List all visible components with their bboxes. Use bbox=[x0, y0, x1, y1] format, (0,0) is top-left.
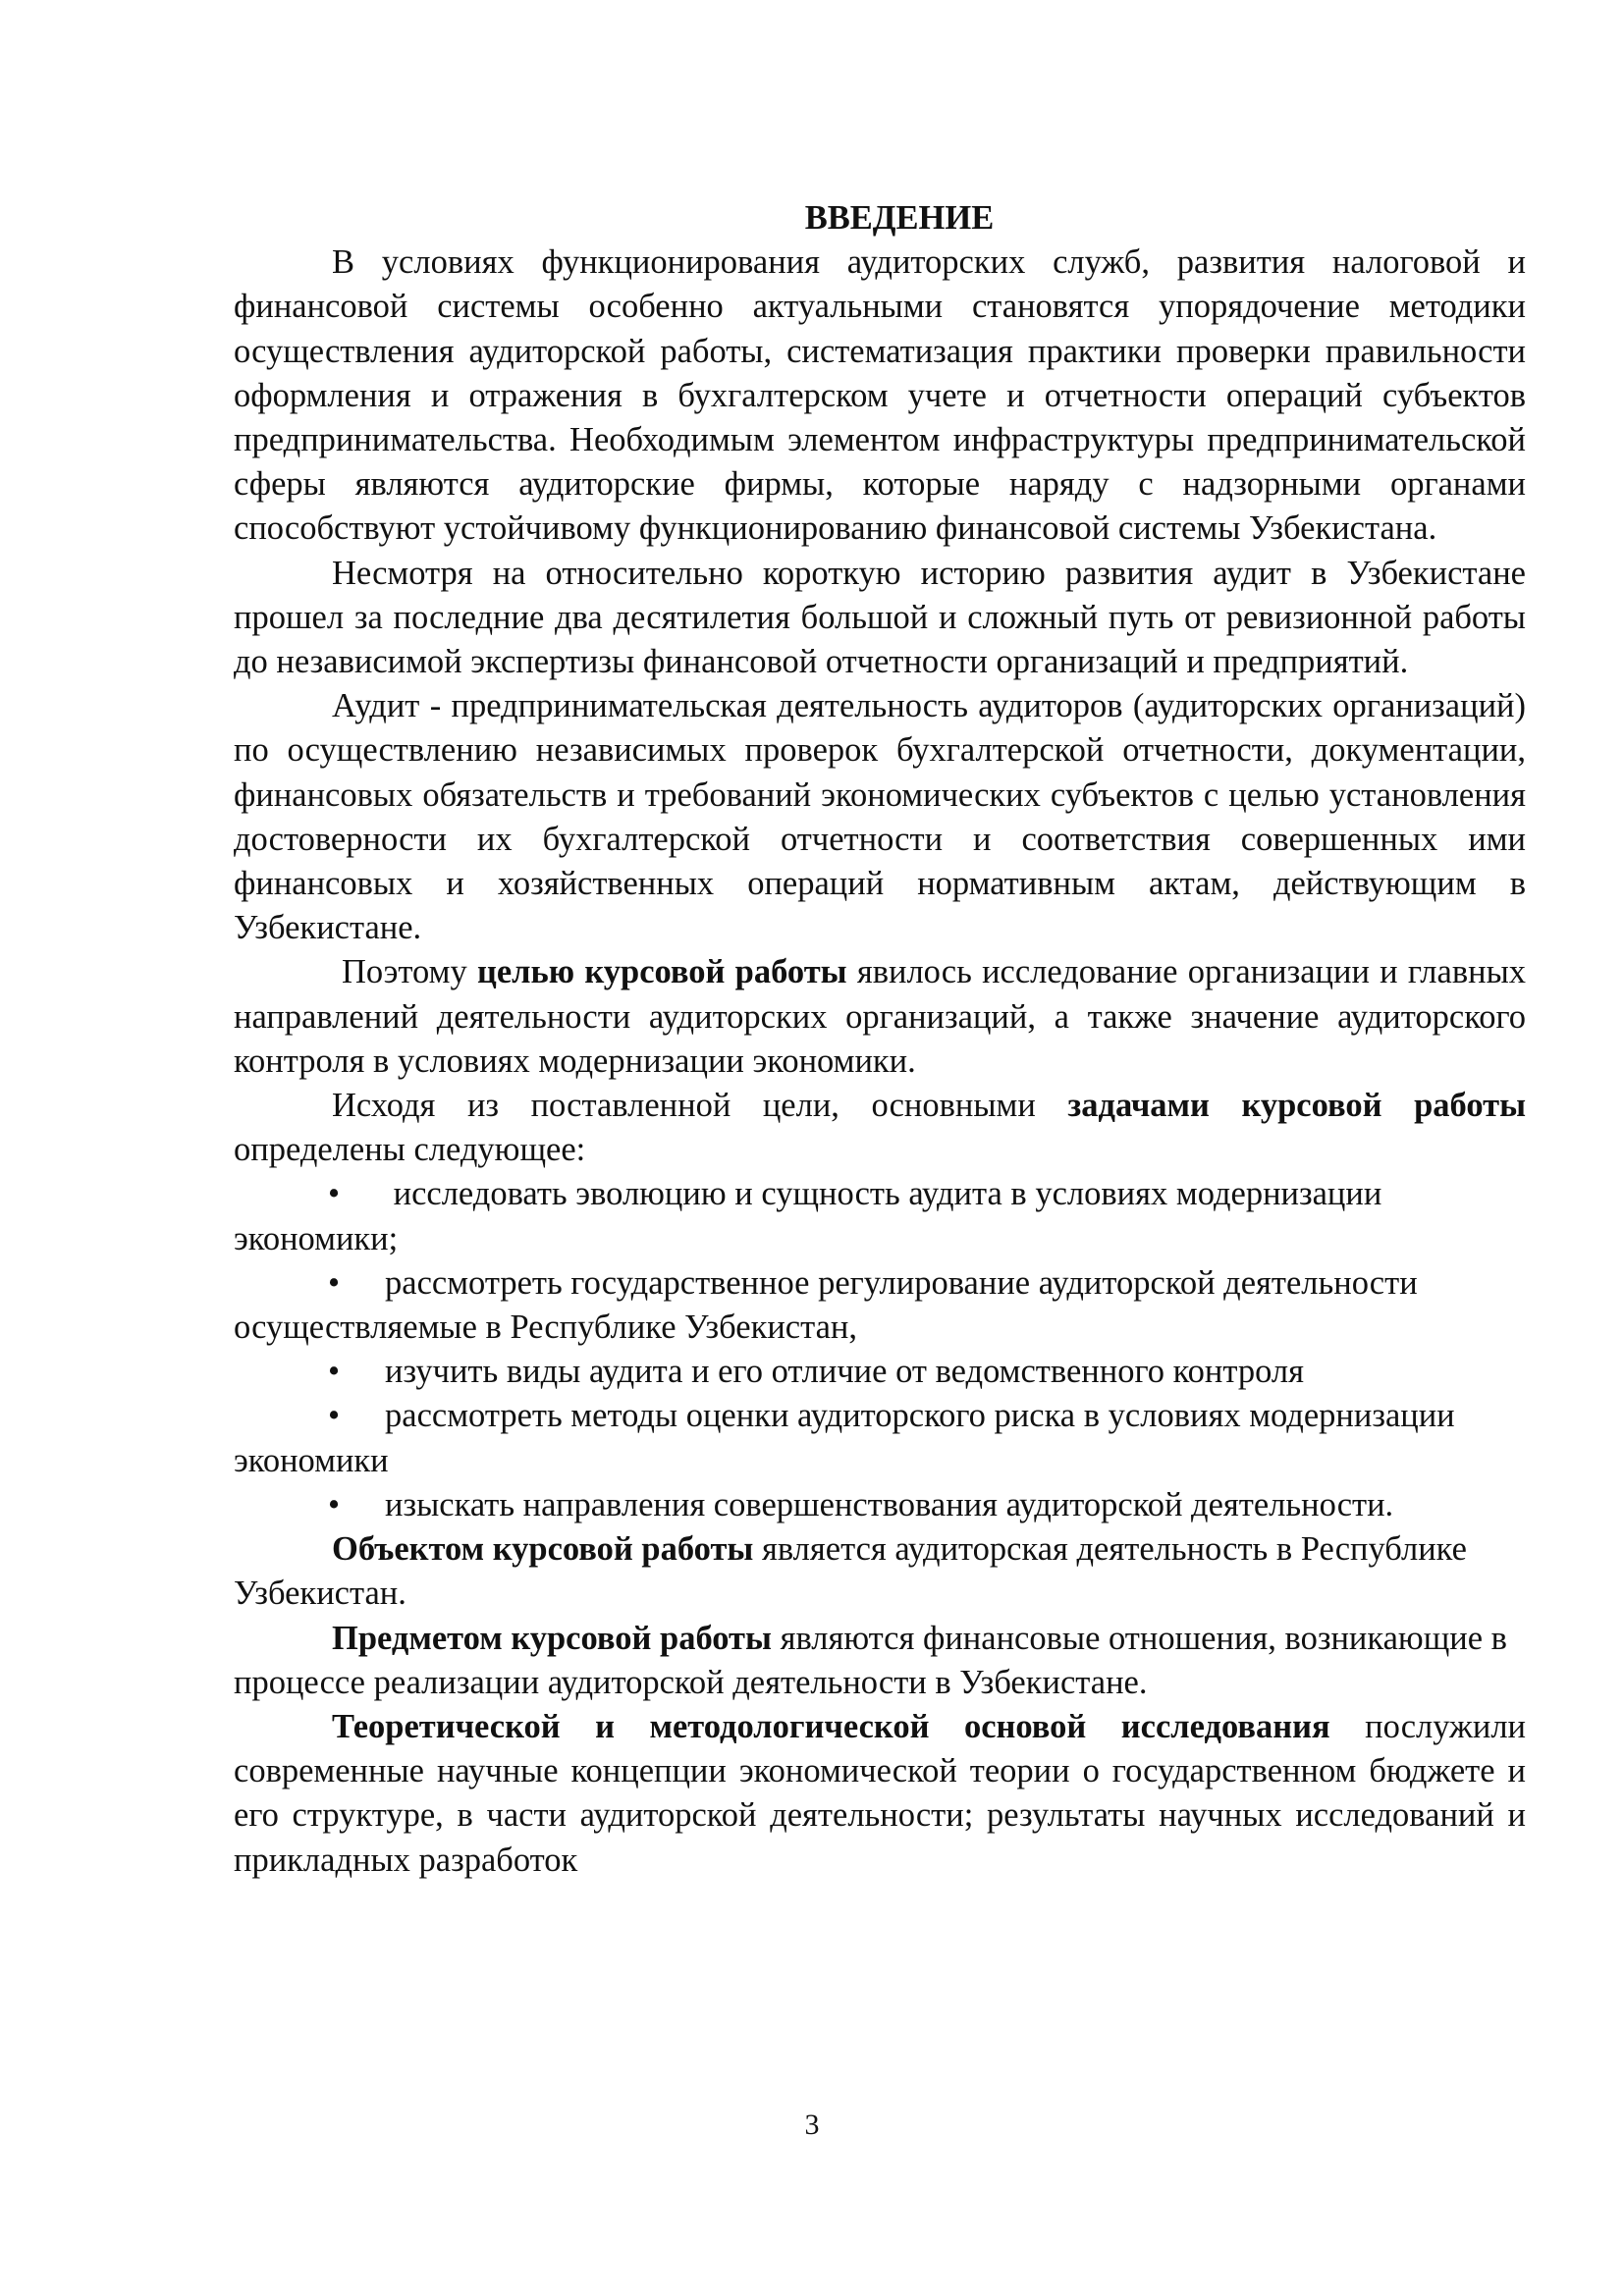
paragraph-subject-bold: Предметом курсовой работы bbox=[332, 1619, 772, 1657]
bullet-marker: • bbox=[328, 1353, 341, 1391]
paragraph-4-bold: целью курсовой работы bbox=[476, 953, 847, 991]
bullet-marker: • bbox=[328, 1175, 341, 1213]
list-item bbox=[234, 1483, 1526, 1527]
bullet-marker: • bbox=[328, 1485, 341, 1523]
list-item-text: исследовать эволюцию и сущность аудита в условиях модернизации экономики; bbox=[234, 1175, 1382, 1257]
page-number: 3 bbox=[804, 2109, 820, 2141]
paragraph-4-lead: Поэтому bbox=[342, 953, 477, 991]
paragraph-4-text: явилось исследование организации и главных направлений деятельности аудиторских организаций, а также значение аудиторского контроля в условиях модернизации экономики. bbox=[234, 953, 1526, 1080]
list-item bbox=[234, 1350, 1526, 1394]
list-item bbox=[234, 1172, 1526, 1260]
paragraph-subject bbox=[234, 1617, 1526, 1705]
paragraph-5-lead: Исходя из поставленной цели, основными bbox=[332, 1087, 1068, 1125]
paragraph-3: Аудит - предпринимательская деятельность аудиторов (аудиторских организаций) по осуществлению независимых проверок бухгалтерской отчетности, документации, финансовых обязательств и требований экономических субъектов с целью установления достоверности их бухгалтерской отчетности и соответствия совершенных ими финансовых и хозяйственных операций нормативным актам, действующим в Узбекистане. bbox=[234, 687, 1526, 947]
list-item bbox=[234, 1261, 1526, 1350]
list-item-text: изучить виды аудита и его отличие от ведомственного контроля bbox=[385, 1353, 1304, 1391]
paragraph-5-text: определены следующее: bbox=[234, 1131, 586, 1169]
paragraph-2: Несмотря на относительно короткую историю развития аудит в Узбекистане прошел за последние два десятилетия большой и сложный путь от ревизионной работы до независимой экспертизы финансовой отчетности организаций и предприятий. bbox=[234, 554, 1526, 681]
list-item-text: рассмотреть методы оценки аудиторского риска в условиях модернизации экономики bbox=[234, 1397, 1455, 1479]
paragraph-methodology-text: послужили современные научные концепции экономической теории о государственном бюджете и его структуре, в части аудиторской деятельности; результаты научных исследований и прикладных разработок bbox=[234, 1707, 1527, 1879]
paragraph-5 bbox=[234, 1084, 1526, 1172]
list-item bbox=[234, 1394, 1526, 1482]
list-item-text: изыскать направления совершенствования аудиторской деятельности. bbox=[385, 1485, 1394, 1523]
paragraph-subject-text: являются финансовые отношения, возникающие в процессе реализации аудиторской деятельности в Узбекистане. bbox=[234, 1619, 1507, 1701]
paragraph-object-text: является аудиторская деятельность в Республике Узбекистан. bbox=[234, 1530, 1467, 1613]
page-title: ВВЕДЕНИЕ bbox=[804, 199, 995, 237]
paragraph-object-bold: Объектом курсовой работы bbox=[332, 1530, 754, 1569]
bullet-marker: • bbox=[328, 1397, 341, 1435]
paragraph-1: В условиях функционирования аудиторских служб, развития налоговой и финансовой системы особенно актуальными становятся упорядочение методики осуществления аудиторской работы, систематизация практики проверки правильности оформления и отражения в бухгалтерском учете и отчетности операций субъектов предпринимательства. Необходимым элементом инфраструктуры предпринимательской сферы являются аудиторские фирмы, которые наряду с надзорными органами способствуют устойчивому функционированию финансовой системы Узбекистана. bbox=[234, 243, 1526, 548]
paragraph-methodology bbox=[234, 1705, 1526, 1883]
page-content bbox=[234, 196, 1526, 1883]
paragraph-5-bold: задачами курсовой работы bbox=[1067, 1087, 1527, 1125]
paragraph-object bbox=[234, 1527, 1526, 1616]
bullet-marker: • bbox=[328, 1263, 341, 1302]
paragraph-4 bbox=[234, 950, 1526, 1084]
list-item-text: рассмотреть государственное регулирование аудиторской деятельности осуществляемые в Республике Узбекистан, bbox=[234, 1263, 1418, 1347]
paragraph-methodology-bold: Теоретической и методологической основой исследования bbox=[332, 1707, 1330, 1745]
